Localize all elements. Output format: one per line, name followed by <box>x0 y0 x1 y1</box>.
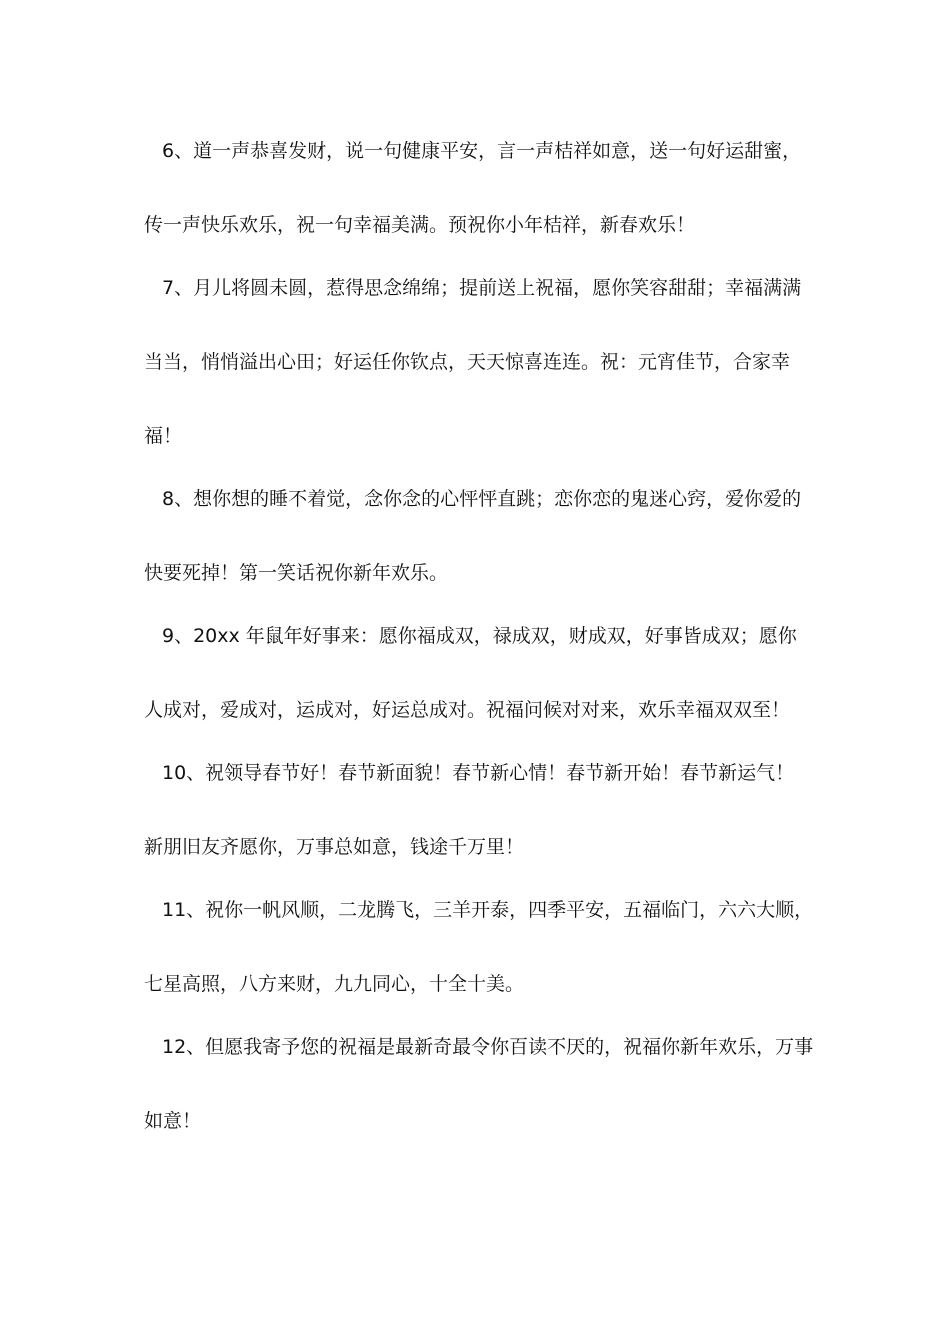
text-line-item-12-part-1: 12、但愿我寄予您的祝福是最新奇最令你百读不厌的，祝福你新年欢乐，万事 <box>162 1036 814 1058</box>
text-line-item-9-part-2: 人成对，爱成对，运成对，好运总成对。祝福问候对对来，欢乐幸福双双至！ <box>144 699 791 721</box>
text-line-item-11-part-2: 七星高照，八方来财，九九同心，十全十美。 <box>144 973 525 995</box>
text-line-item-10-part-2: 新朋旧友齐愿你，万事总如意，钱途千万里！ <box>144 836 525 858</box>
text-line-item-9-part-1: 9、20xx 年鼠年好事来：愿你福成双，禄成双，财成双，好事皆成双；愿你 <box>162 625 797 647</box>
text-line-item-7-part-3: 福！ <box>144 425 183 447</box>
text-line-item-7-part-1: 7、月儿将圆未圆，惹得思念绵绵；提前送上祝福，愿你笑容甜甜；幸福满满 <box>162 277 802 299</box>
text-line-item-8-part-2: 快要死掉！第一笑话祝你新年欢乐。 <box>144 562 449 584</box>
text-line-item-6-part-2: 传一声快乐欢乐，祝一句幸福美满。预祝你小年桔祥，新春欢乐！ <box>144 214 696 236</box>
text-line-item-12-part-2: 如意！ <box>144 1110 202 1132</box>
text-line-item-6-part-1: 6、道一声恭喜发财，说一句健康平安，言一声桔祥如意，送一句好运甜蜜， <box>162 140 802 162</box>
text-line-item-10-part-1: 10、祝领导春节好！春节新面貌！春节新心情！春节新开始！春节新运气！ <box>162 762 795 784</box>
text-line-item-11-part-1: 11、祝你一帆风顺，二龙腾飞，三羊开泰，四季平安，五福临门，六六大顺， <box>162 899 814 921</box>
text-line-item-7-part-2: 当当，悄悄溢出心田；好运任你钦点，天天惊喜连连。祝：元宵佳节，合家幸 <box>144 351 791 373</box>
text-line-item-8-part-1: 8、想你想的睡不着觉，念你念的心怦怦直跳；恋你恋的鬼迷心窍，爱你爱的 <box>162 488 802 510</box>
